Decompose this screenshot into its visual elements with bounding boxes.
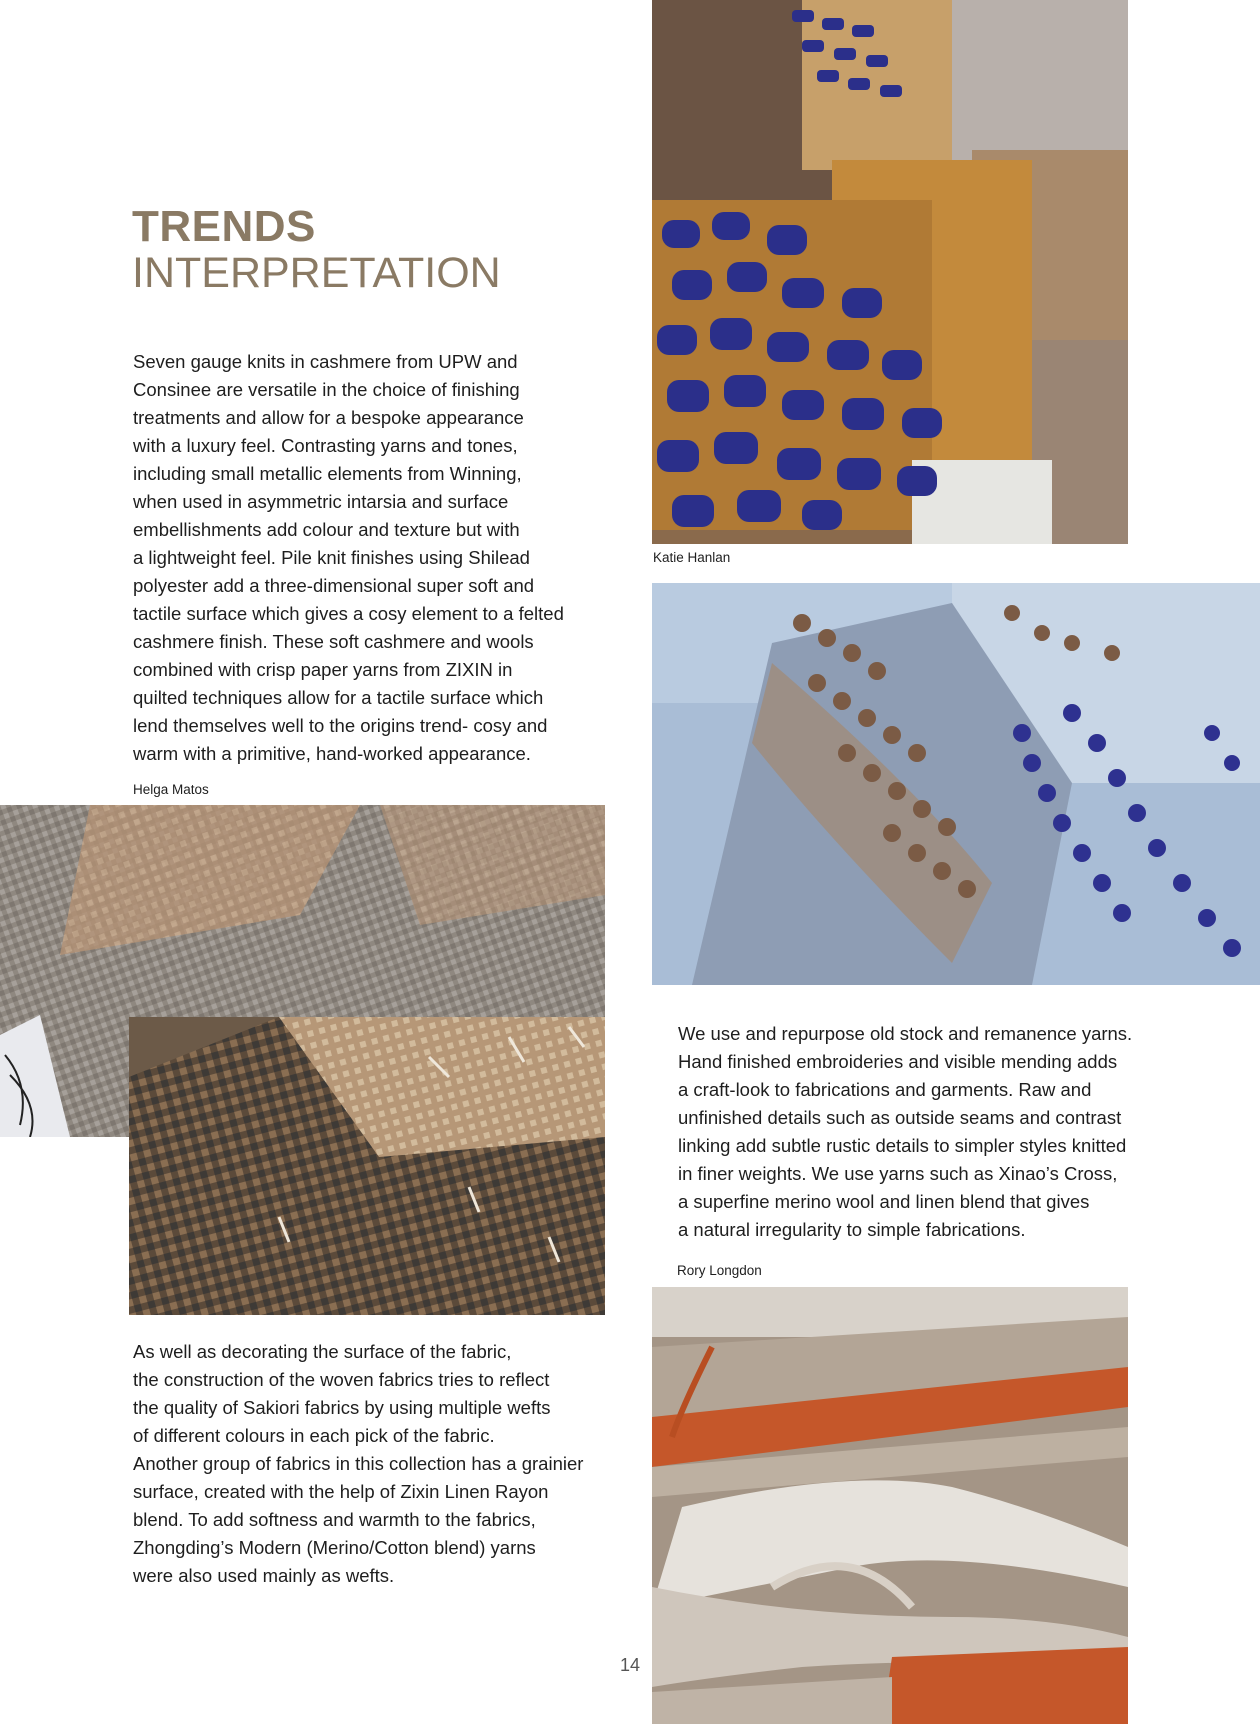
embroidered-knit-photo (652, 583, 1260, 985)
knit-swatch-photo-katie (652, 0, 1128, 544)
caption-rory-longdon: Rory Longdon (677, 1263, 762, 1278)
caption-katie-hanlan: Katie Hanlan (653, 550, 731, 565)
repurpose-paragraph: We use and repurpose old stock and remanence yarns. Hand finished embroideries and visible mending adds a craft-look to fabrications and garments. Raw and unfinished details such as outside seams and contrast linking add subtle rustic details to simpler styles knitted in finer weights. We use yarns such as Xinao’s Cross, a superfine merino wool and linen blend that gives a natural irregularity to simple fabrications. (678, 1023, 1133, 1240)
intro-paragraph: Seven gauge knits in cashmere from UPW and Consinee are versatile in the choice of finishing treatments and allow for a bespoke appearance with a luxury feel. Contrasting yarns and tones, including small metallic elements from Winning, when used in asymmetric intarsia and surface embellishments add colour and texture but with a lightweight feel. Pile knit finishes using Shilead polyester add a three-dimensional super soft and tactile surface which gives a cosy element to a felted cashmere finish. These soft cashmere and wools combined with crisp paper yarns from ZIXIN in quilted techniques allow for a tactile surface which lend themselves well to the origins trend- cosy and warm with a primitive, hand-worked appearance. (133, 351, 564, 764)
woven-paragraph: As well as decorating the surface of the fabric, the construction of the woven fabrics tries to reflect the quality of Sakiori fabrics by using multiple wefts of different colours in each pick of the fabric. Another group of fabrics in this collection has a grainier surface, created with the help of Zixin Linen Rayon blend. To add softness and warmth to the fabrics, Zhongding’s Modern (Merino/Cotton blend) yarns were also used mainly as wefts. (133, 1341, 584, 1586)
woven-brown-photo (129, 1017, 605, 1315)
caption-helga-matos: Helga Matos (133, 782, 209, 797)
title-trends: TRENDS (132, 202, 316, 251)
woven-orange-photo (652, 1287, 1128, 1724)
title-interpretation: INTERPRETATION (132, 249, 501, 297)
page-number: 14 (620, 1655, 641, 1675)
